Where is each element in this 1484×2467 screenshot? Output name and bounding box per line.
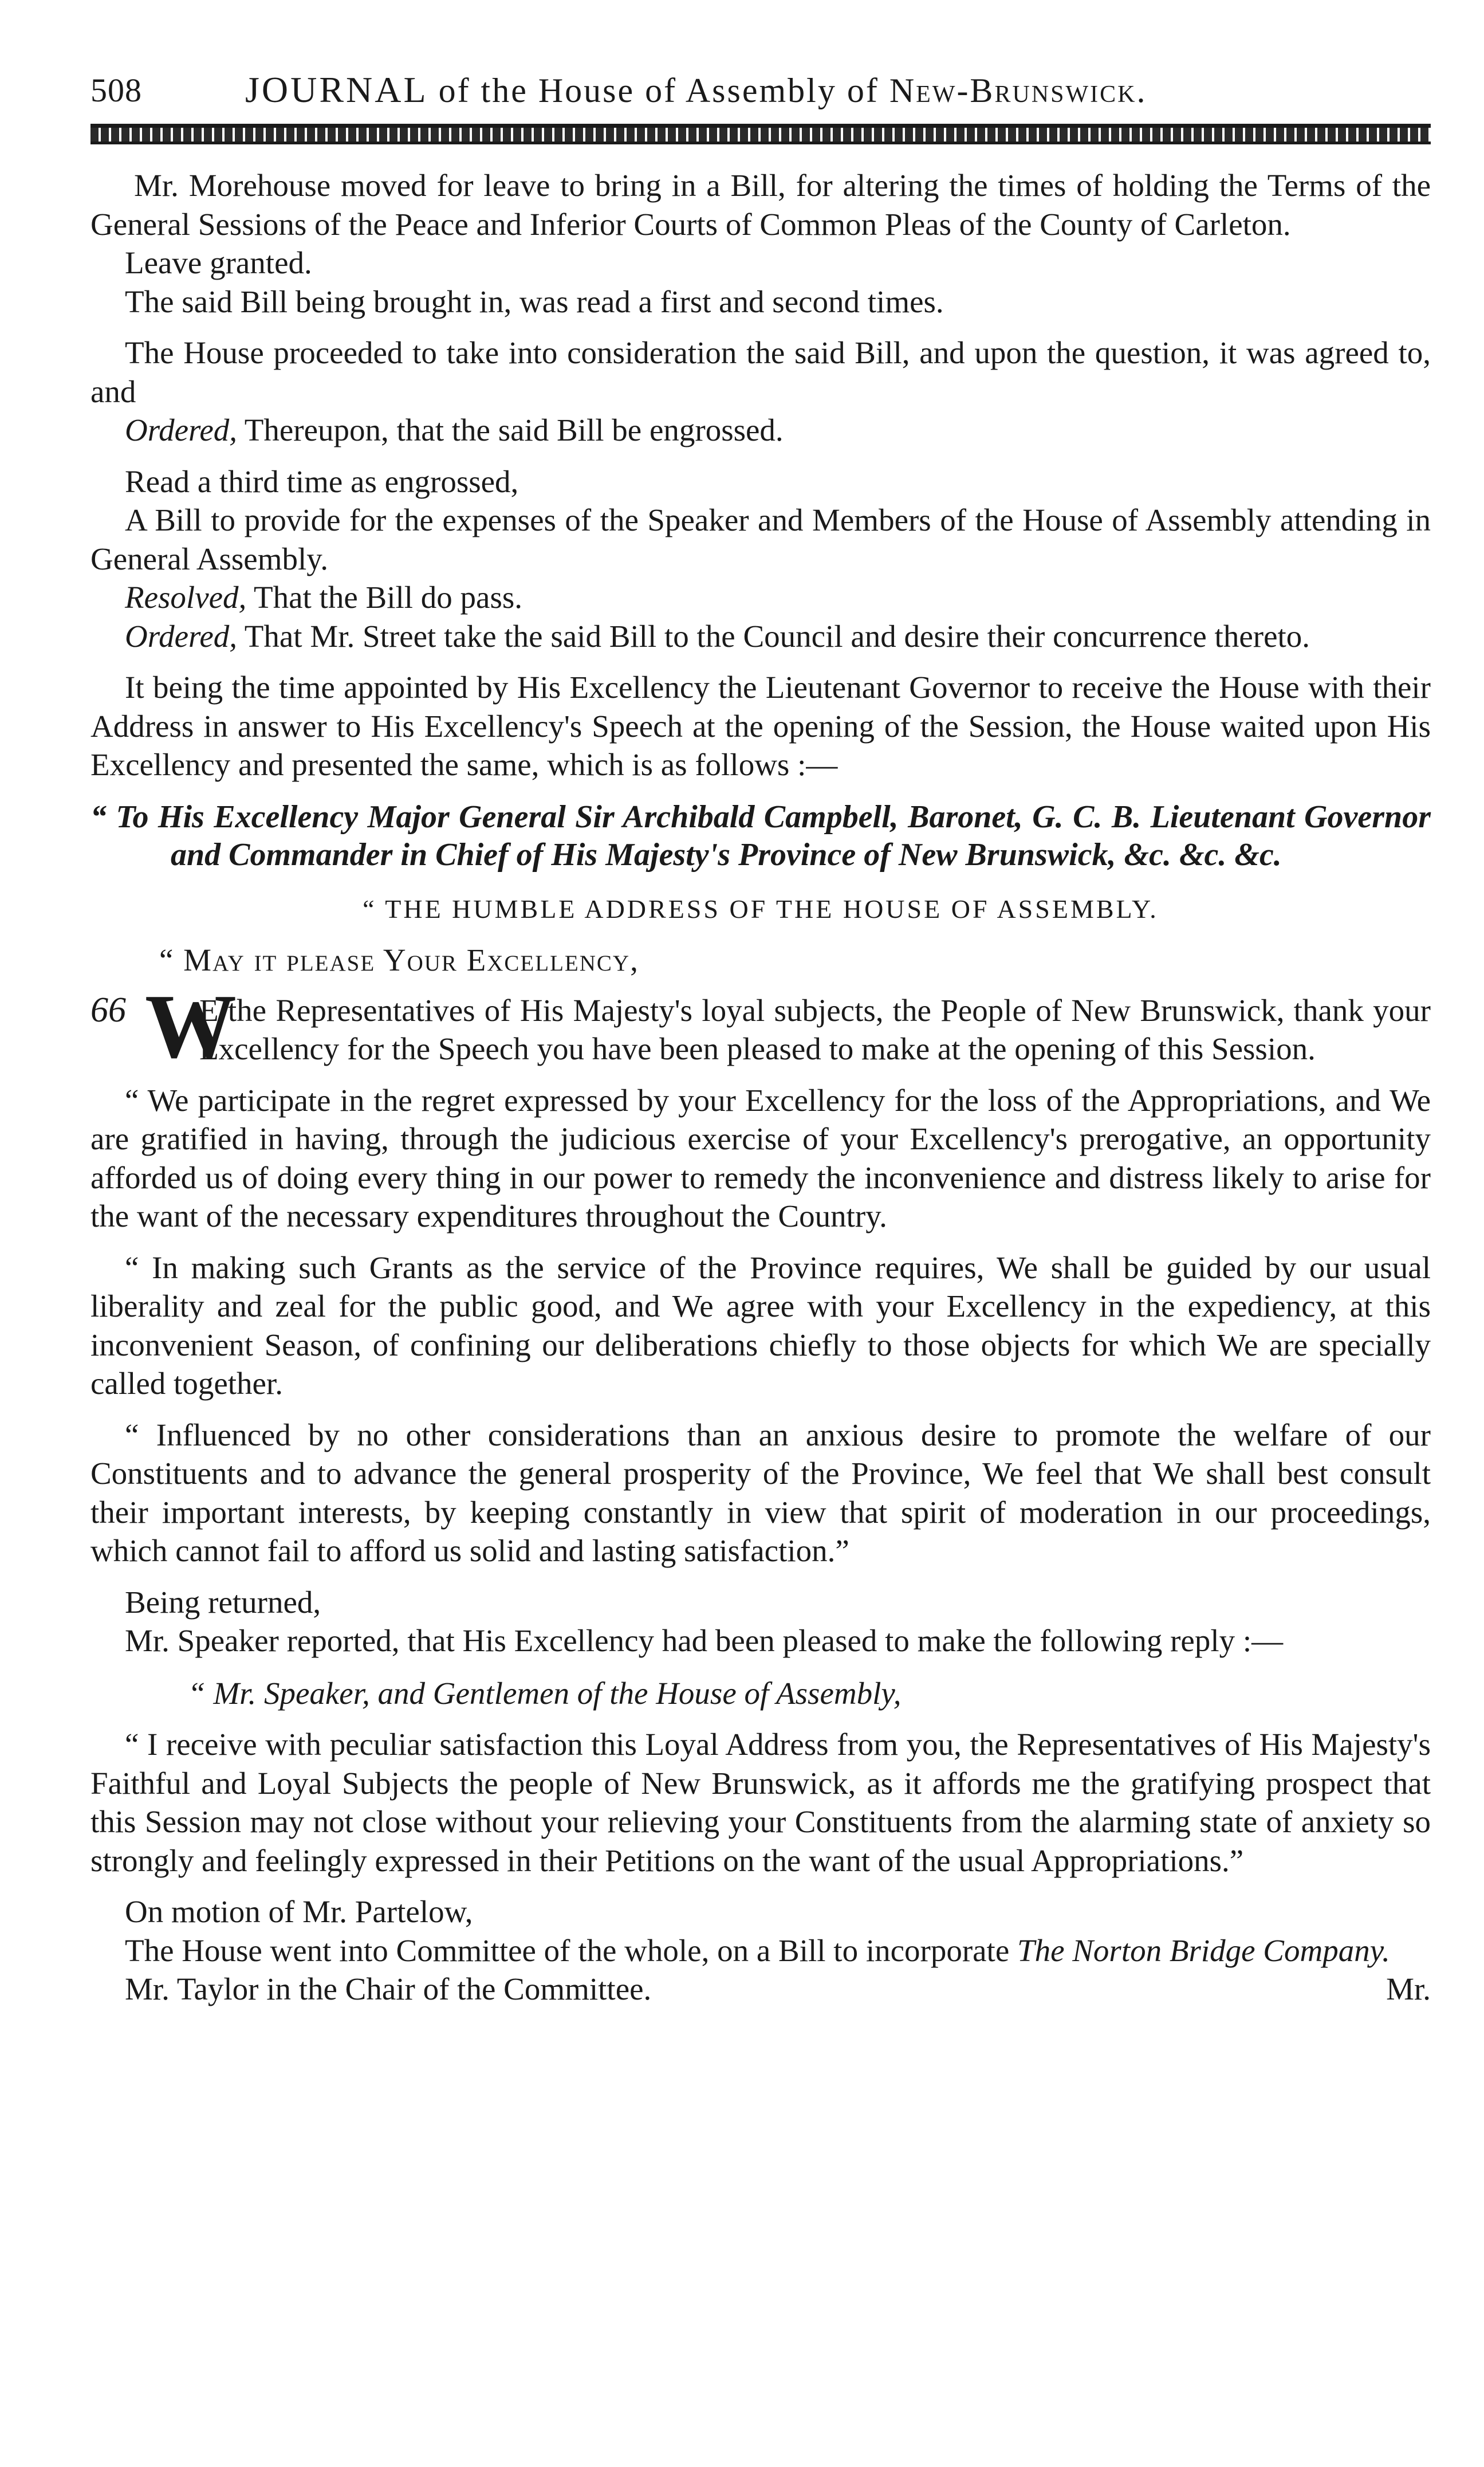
ordered-council: [90, 617, 1431, 656]
ordered-engrossed: [90, 411, 1431, 450]
address-para-3: “ In making such Grants as the service of the Province requires, We shall be guided by our usual liberality and zeal for the public good, and We agree with your Excellency in the expediency, at this inconvenient Season, of confining our deliberations chiefly to those objects for which We are specially called together.: [90, 1250, 1431, 1401]
page-body: [90, 166, 1431, 2009]
address-salutation: “ May it please Your Excellency,: [159, 942, 639, 977]
ordered-label: Ordered,: [125, 413, 238, 447]
address-para-2: “ We participate in the regret expressed by your Excellency for the loss of the Appropriations, and We are gratified in having, through the judicious exercise of your Excellency's prerogative, an opportunity afforded us of doing every thing in our power to remedy the inconvenience and distress likely to arise for the want of the necessary expenditures throughout the Country.: [90, 1082, 1431, 1234]
ordered-council-text: That Mr. Street take the said Bill to the Council and desire their concurrence thereto.: [237, 618, 1310, 654]
running-head: [245, 69, 1147, 111]
third-reading: Read a third time as engrossed,: [125, 463, 519, 499]
house-consideration: The House proceeded to take into consideration the said Bill, and upon the question, it was agreed to, and: [90, 335, 1431, 409]
address-intro: It being the time appointed by His Excellency the Lieutenant Governor to receive the House with their Address in answer to His Excellency's Speech at the opening of the Session, the House waited upon His Excellency and presented the same, which is as follows :—: [90, 670, 1431, 782]
address-heading: “ THE HUMBLE ADDRESS OF THE HOUSE OF ASSEMBLY.: [363, 894, 1159, 924]
committee-whole: [90, 1931, 1431, 1970]
committee-chair: [90, 1970, 1431, 2009]
catchword: Mr.: [1386, 1971, 1431, 2006]
resolved-label: Resolved,: [125, 580, 247, 615]
being-returned: Being returned,: [125, 1584, 321, 1620]
partelow-motion: On motion of Mr. Partelow,: [125, 1894, 473, 1929]
running-head-place: New-Brunswick.: [889, 72, 1147, 109]
running-head-journal: JOURNAL: [245, 69, 428, 110]
leave-granted: Leave granted.: [125, 245, 312, 280]
committee-text: The House went into Committee of the whole, on a Bill to incorporate: [125, 1932, 1017, 1968]
company-name: The Norton Bridge Company.: [1017, 1932, 1390, 1968]
open-quote-mark: 66: [90, 990, 126, 1030]
header-rule: [90, 124, 1431, 144]
bill-read: The said Bill being brought in, was read a first and second times.: [125, 284, 944, 319]
resolved-pass: [90, 578, 1431, 617]
expenses-bill: A Bill to provide for the expenses of the Speaker and Members of the House of Assembly attending in General Assembly.: [90, 502, 1431, 576]
speaker-reported: Mr. Speaker reported, that His Excellency had been pleased to make the following reply :—: [125, 1623, 1284, 1658]
morehouse-motion: Mr. Morehouse moved for leave to bring in a Bill, for altering the times of holding the Terms of the General Sessions of the Peace and Inferior Courts of Common Pleas of the County of Carleton.: [90, 168, 1431, 242]
journal-page: [90, 63, 1431, 2009]
address-para-1: E the Representatives of His Majesty's loyal subjects, the People of New Brunswick, thank your Excellency for the Speech you have been pleased to make at the opening of this Session.: [199, 992, 1431, 1066]
running-head-of: of the House of Assembly of: [428, 72, 889, 109]
ordered-text: Thereupon, that the said Bill be engrossed.: [237, 413, 784, 447]
resolved-text: That the Bill do pass.: [246, 580, 522, 615]
page-number: 508: [90, 72, 142, 109]
ordered-council-label: Ordered,: [125, 618, 238, 654]
address-recipient: “ To His Excellency Major General Sir Archibald Campbell, Baronet, G. C. B. Lieutenant Governor and Commander in Chief of His Majesty's Province of New Brunswick, &c. &c. &c.: [90, 799, 1431, 873]
page-header: [90, 63, 1431, 120]
chair-text: Mr. Taylor in the Chair of the Committee.: [125, 1971, 652, 2006]
address-opening: [90, 975, 1431, 1077]
reply-heading: “ Mr. Speaker, and Gentlemen of the House of Assembly,: [188, 1675, 902, 1711]
address-para-4: “ Influenced by no other considerations than an anxious desire to promote the welfare of our Constituents and to advance the general prosperity of the Province, We feel that We shall best consult their important interests, by keeping constantly in view that spirit of moderation in our proceedings, which cannot fail to afford us solid and lasting satisfaction.”: [90, 1417, 1431, 1568]
drop-cap: W: [145, 975, 237, 1077]
reply-text: “ I receive with peculiar satisfaction this Loyal Address from you, the Representatives of His Majesty's Faithful and Loyal Subjects the people of New Brunswick, as it affords me the gratifying prospect that this Session may not close without your relieving your Constituents from the alarming state of anxiety so strongly and feelingly expressed in their Petitions on the want of the usual Appropriations.”: [90, 1727, 1431, 1878]
